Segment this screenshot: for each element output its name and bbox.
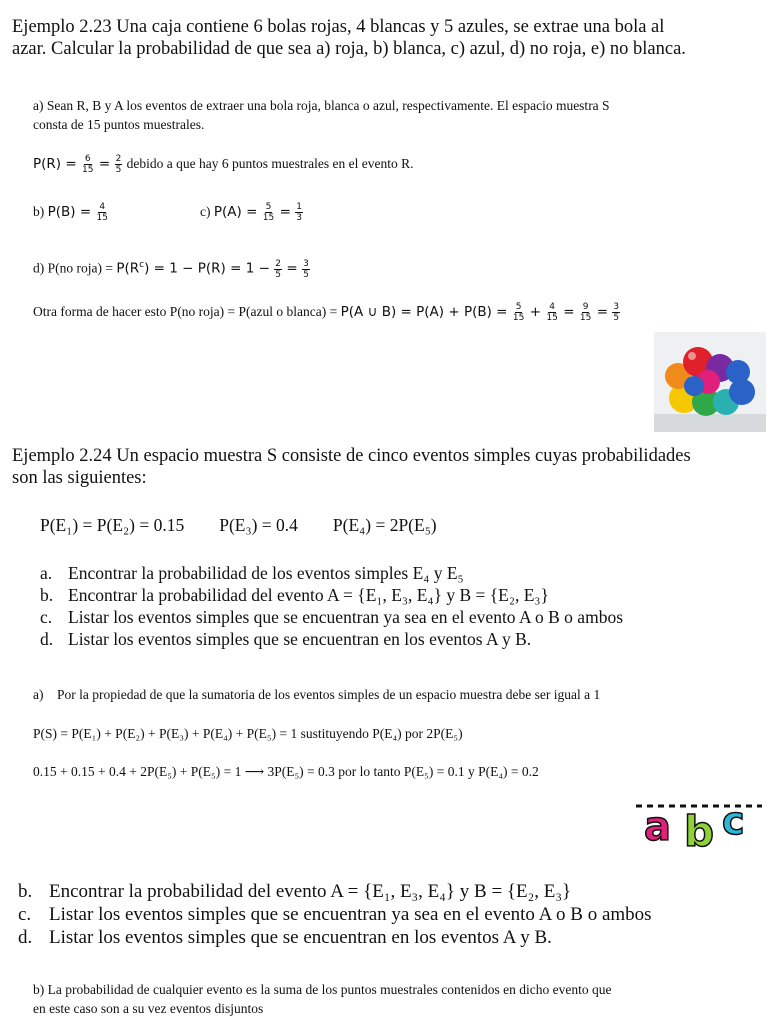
solution-line: b) La probabilidad de cualquier evento es la suma de los puntos muestrales contenidos en dicho evento que [33,982,612,997]
letter-b: b [684,807,715,852]
heading-line: Ejemplo 2.24 Un espacio muestra S consiste de cinco eventos simples cuyas probabilidades [12,446,691,466]
exercise-list [40,562,760,650]
pr-text: debido a que hay 6 puntos muestrales en el evento R. [126,156,414,171]
solution-line: a) Sean R, B y A los eventos de extraer una bola roja, blanca o azul, respectivamente. El espacio muestra S [33,98,610,113]
fraction: $\frac{9}{15}$ [579,302,592,324]
abc-letters-image [636,788,762,852]
fraction: $\frac{4}{15}$ [546,302,558,324]
list-item: d. Listar los eventos simples que se encuentran en los eventos A y B. [40,629,532,649]
fraction: $\frac{3}{5}$ [303,258,309,280]
solution-line: consta de 15 puntos muestrales. [33,117,205,132]
list-item: c. Listar los eventos simples que se encuentran ya sea en el evento A o B o ambos [18,904,652,925]
fraction: $\frac{5}{15}$ [262,202,275,224]
fraction: $\frac{2}{5}$ [275,258,282,280]
letter-c: c [722,799,745,843]
pb-lhs: P(B) = [47,204,92,220]
balls-drawing [654,332,766,432]
solution-a-line: a) Por la propiedad de que la sumatoria de los eventos simples de un espacio muestra debe ser igual a 1 [33,687,601,702]
item-label: c) [200,204,211,219]
pa-lhs: P(A) = [213,204,258,220]
heading-line: son las siguientes: [12,468,147,488]
letter-a: a [644,804,671,850]
fraction: $\frac{6}{15}$ [82,154,94,176]
list-item: c. Listar los eventos simples que se encuentran ya sea en el evento A o B o ambos [40,607,624,627]
pnr-equation: d) P(no roja) = $P(R^c) = 1 - P(R) = 1$ − $\frac{2}{5}$ = $\frac{3}{5}$ [33,258,309,280]
example-2-23-heading [12,16,762,60]
list-item: b. Encontrar la probabilidad del evento A = {E₁, E₃, E₄} y B = {E₂, E₃} [18,881,572,902]
sum-equation: 0.15 + 0.15 + 0.4 + 2P(E₅) + P(E₅) = 1 ⟶ 3P(E₅) = 0.3 por lo tanto P(E₅) = 0.1 y P(E₄) = 0.2 [33,764,539,779]
list-item: a. Encontrar la probabilidad de los eventos simples E₄ y E₅ [40,563,464,583]
item-label: d) P(no roja) = [33,260,113,276]
otra-text: Otra forma de hacer esto P(no roja) = P(azul o blanca) = [33,304,338,319]
probabilities-line: P(E₁) = P(E₂) = 0.15 P(E₃) = 0.4 P(E₄) = 2P(E₅) [40,515,437,535]
fraction: $\frac{4}{15}$ [96,202,108,224]
solution-a-text [33,96,753,134]
fraction: $\frac{5}{15}$ [512,302,525,324]
ps-equation: P(S) = P(E₁) + P(E₂) + P(E₃) + P(E₄) + P(E₅) = 1 sustituyendo P(E₄) por 2P(E₅) [33,726,463,741]
fraction: $\frac{3}{5}$ [613,302,620,324]
exercise-list-repeat [18,880,763,949]
otra-forma-equation: Otra forma de hacer esto P(no roja) = P(azul o blanca) = P(A ∪ B) = P(A) + P(B) = $\frac{5}{15}$ + $\frac{4}{15}$ = $\frac{9}{15}$ = $\frac{3}{5}$ [33,302,620,324]
letters-drawing [636,788,762,852]
heading-line: Ejemplo 2.23 Una caja contiene 6 bolas rojas, 4 blancas y 5 azules, se extrae una bola al [12,17,665,37]
fraction: $\frac{1}{3}$ [296,202,303,224]
list-item: d. Listar los eventos simples que se encuentran en los eventos A y B. [18,927,552,948]
item-label: b) [33,204,45,219]
heading-line: azar. Calcular la probabilidad de que sea a) roja, b) blanca, c) azul, d) no roja, e) no blanca. [12,39,686,59]
pb-equation [33,202,110,223]
example-2-24-heading [12,445,762,489]
list-item: b. Encontrar la probabilidad del evento A = {E₁, E₃, E₄} y B = {E₂, E₃} [40,585,549,605]
pr-equation: P(R) = $\frac{6}{15}$ = $\frac{2}{5}$ debido a que hay 6 puntos muestrales en el evento R. [33,154,414,176]
solution-b-text [33,980,753,1018]
pa-equation: c) P(A) = $\frac{5}{15}$ = $\frac{1}{3}$ [200,202,303,224]
pr-lhs: P(R) = [33,156,77,172]
solution-line: en este caso son a su vez eventos disjuntos [33,1001,264,1016]
fraction: $\frac{2}{5}$ [115,154,122,176]
colored-balls-image [654,332,766,432]
